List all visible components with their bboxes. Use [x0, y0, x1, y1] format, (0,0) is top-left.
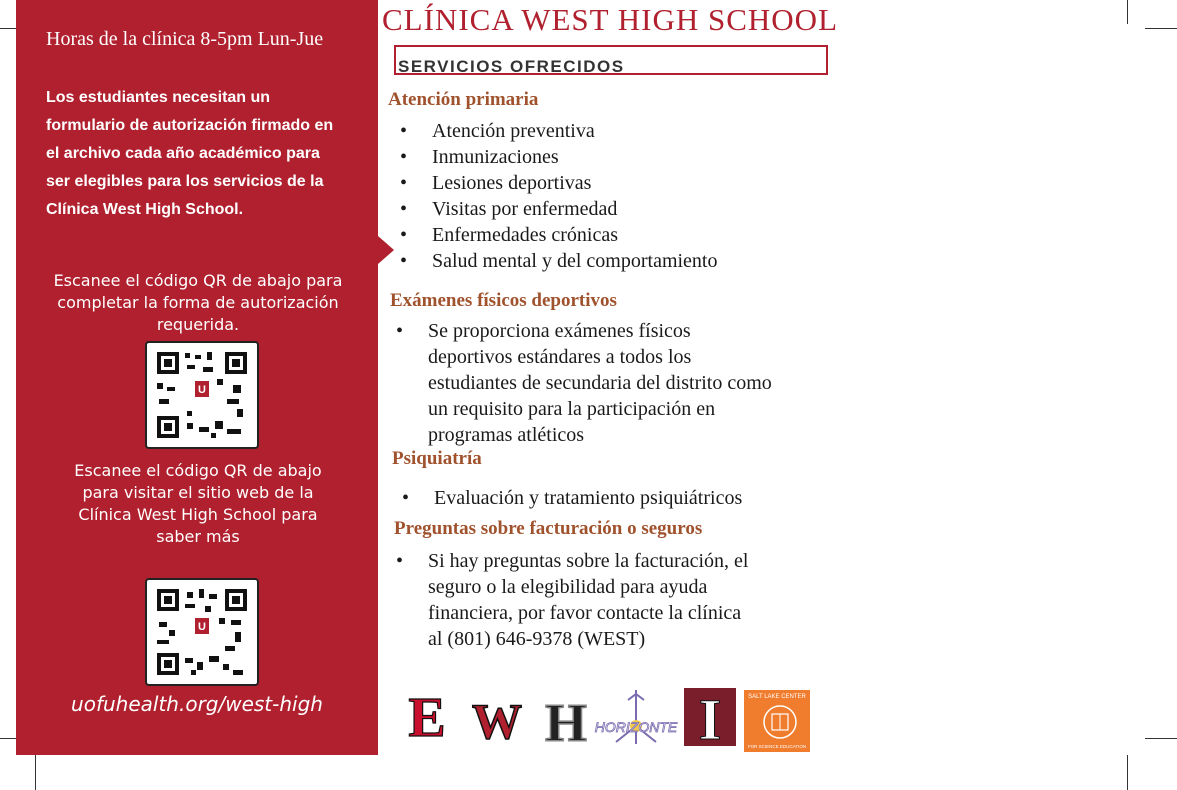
psychiatry-list [402, 485, 802, 511]
slc-logo-subtitle: FOR SCIENCE EDUCATION [747, 744, 807, 749]
i-school-logo [684, 688, 736, 746]
east-high-logo [406, 690, 448, 742]
qr-code-authorization[interactable] [145, 341, 259, 449]
list-item: • Salud mental y del comportamiento [400, 248, 800, 274]
slc-logo-title: SALT LAKE CENTER [748, 694, 806, 700]
clinic-hours: Horas de la clínica 8-5pm Lun-Jue [46, 28, 324, 50]
crop-mark [1127, 755, 1128, 790]
list-item: • Si hay preguntas sobre la facturación, el seguro o la elegibilidad para ayuda financiera, por favor contacte la clínica al (801) 646-9378 (WEST) [396, 548, 756, 652]
services-header-box [394, 45, 828, 75]
list-item: • Evaluación y tratamiento psiquiátricos [402, 485, 802, 511]
svg-text:U: U [198, 384, 206, 396]
crop-mark [1145, 28, 1177, 29]
primary-care-list [400, 118, 800, 274]
section-heading-billing: Preguntas sobre facturación o seguros [394, 518, 703, 539]
crop-mark [35, 755, 36, 790]
list-item: • Enfermedades crónicas [400, 222, 800, 248]
list-item: • Inmunizaciones [400, 144, 800, 170]
billing-list [396, 548, 756, 652]
highland-logo-letter: H [544, 694, 588, 746]
sports-physicals-list [396, 318, 776, 448]
list-item: • Visitas por enfermedad [400, 196, 800, 222]
horizonte-logo-text: HORIZONTE [594, 719, 678, 735]
list-item: • Atención preventiva [400, 118, 800, 144]
services-label: SERVICIOS OFRECIDOS [398, 57, 625, 76]
svg-text:U: U [198, 621, 206, 633]
horizonte-logo [594, 688, 678, 746]
authorization-note: Los estudiantes necesitan un formulario de autorización firmado en el archivo cada año académico para ser elegibles para los servicios de la Clínica West High School. [46, 89, 334, 218]
scan-site-instructions: Escanee el código QR de abajo para visitar el sitio web de la Clínica West High School para saber más [74, 461, 322, 546]
website-url[interactable]: uofuhealth.org/west-high [71, 692, 323, 716]
page-title: CLÍNICA WEST HIGH SCHOOL [382, 2, 839, 37]
west-logo-letter: W [472, 696, 522, 744]
scan-auth-instructions: Escanee el código QR de abajo para completar la forma de autorización requerida. [53, 271, 343, 334]
info-panel [16, 0, 378, 755]
section-heading-sports-physicals: Exámenes físicos deportivos [390, 290, 617, 311]
i-logo-letter: I [698, 688, 722, 746]
east-logo-letter: E [408, 690, 446, 742]
crop-mark [1145, 738, 1177, 739]
list-item: • Se proporciona exámenes físicos deportivos estándares a todos los estudiantes de secundaria del distrito como un requisito para la participación en programas atléticos [396, 318, 776, 448]
panel-arrow [378, 236, 394, 264]
section-heading-psychiatry: Psiquiatría [392, 448, 482, 469]
section-heading-primary-care: Atención primaria [388, 89, 539, 110]
list-item: • Lesiones deportivas [400, 170, 800, 196]
west-high-logo [470, 696, 524, 744]
salt-lake-center-logo [744, 690, 810, 752]
crop-mark [1127, 0, 1128, 24]
highland-high-logo [544, 694, 588, 746]
qr-code-website[interactable] [145, 578, 259, 686]
